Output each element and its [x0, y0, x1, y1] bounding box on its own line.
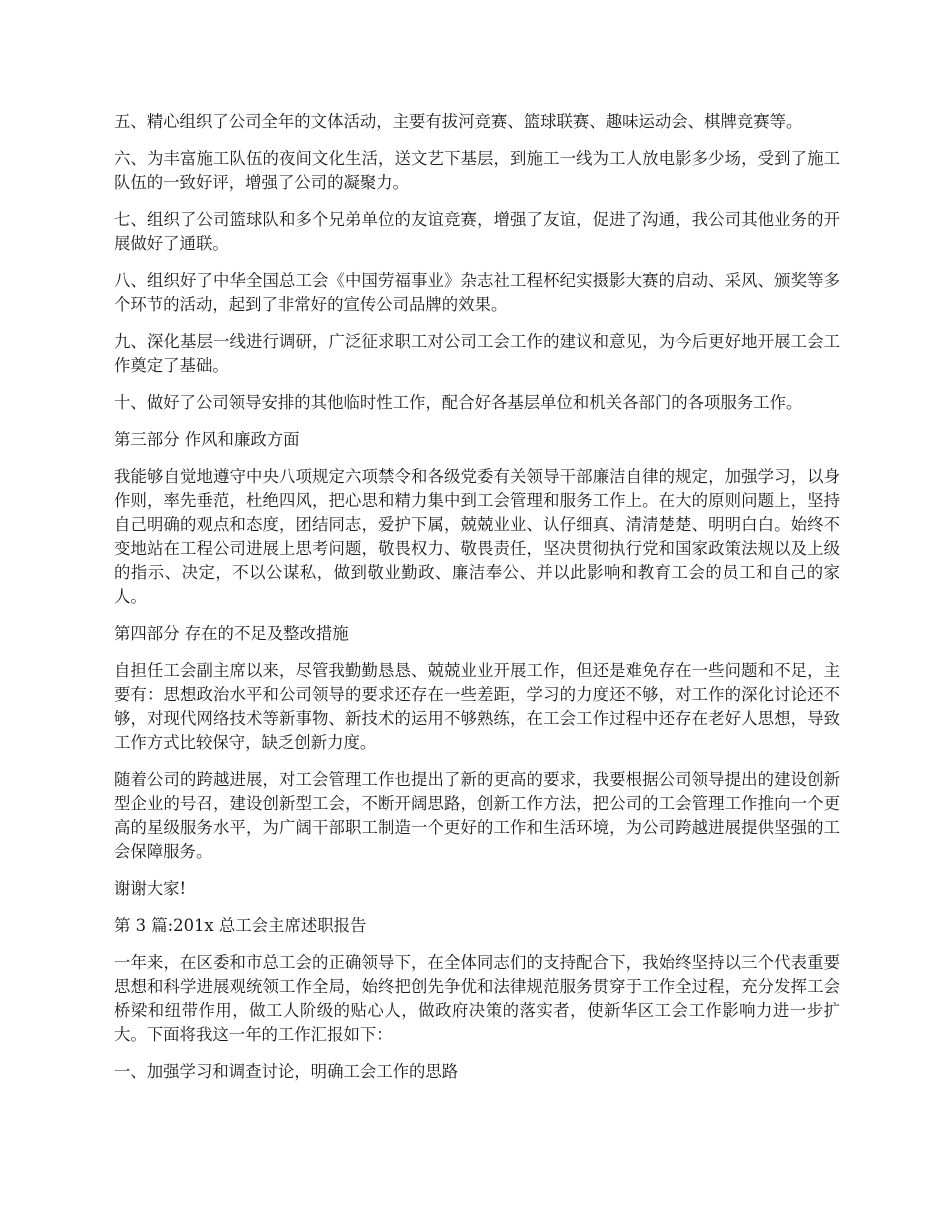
paragraph-improvement: 随着公司的跨越进展，对工会管理工作也提出了新的更高的要求，我要根据公司领导提出的建设创新型企业的号召，建设创新型工会，不断开阔思路，创新工作方法，把公司的工会管理工作推向一个更高的星级服务水平，为广阔干部职工制造一个更好的工作和生活环境，为公司跨越进展提供坚强的工会保障服务。: [114, 770, 840, 861]
paragraph-item-8: 八、组织好了中华全国总工会《中国劳福事业》杂志社工程杯纪实摄影大赛的启动、采风、颁奖等多个环节的活动，起到了非常好的宣传公司品牌的效果。: [114, 271, 840, 314]
document-page: [114, 110, 840, 1097]
paragraph-item-6: 六、为丰富施工队伍的夜间文化生活，送文艺下基层，到施工一线为工人放电影多少场，受到了施工队伍的一致好评，增强了公司的凝聚力。: [114, 149, 840, 192]
closing-thanks: 谢谢大家!: [114, 879, 187, 898]
paragraph-item-7: 七、组织了公司篮球队和多个兄弟单位的友谊竞赛，增强了友谊，促进了沟通，我公司其他业务的开展做好了通联。: [114, 210, 840, 253]
paragraph-intro: 一年来，在区委和市总工会的正确领导下，在全体同志们的支持配合下，我始终坚持以三个代表重要思想和科学进展观统领工作全局，始终把创先争优和法律规范服务贯穿于工作全过程，充分发挥工会桥梁和纽带作用，做工人阶级的贴心人，做政府决策的落实者，使新华区工会工作影响力进一步扩大。下面将我这一年的工作汇报如下：: [114, 953, 840, 1044]
article-title: 第 3 篇:201x 总工会主席述职报告: [114, 916, 367, 935]
paragraph-item-9: 九、深化基层一线进行调研，广泛征求职工对公司工会工作的建议和意见，为今后更好地开展工会工作奠定了基础。: [114, 332, 840, 375]
paragraph-item-5: 五、精心组织了公司全年的文体活动，主要有拔河竞赛、篮球联赛、趣味运动会、棋牌竞赛等。: [114, 112, 803, 131]
section-heading-study: 一、加强学习和调查讨论，明确工会工作的思路: [114, 1062, 459, 1081]
paragraph-integrity: 我能够自觉地遵守中央八项规定六项禁令和各级党委有关领导干部廉洁自律的规定，加强学习，以身作则，率先垂范，杜绝四风，把心思和精力集中到工会管理和服务工作上。在大的原则问题上，坚持自己明确的观点和态度，团结同志，爱护下属，兢兢业业、认仔细真、清清楚楚、明明白白。始终不变地站在工程公司进展上思考问题，敬畏权力、敬畏责任，坚决贯彻执行党和国家政策法规以及上级的指示、决定，不以公谋私，做到敬业勤政、廉洁奉公、并以此影响和教育工会的员工和自己的家人。: [114, 467, 840, 606]
section-heading-part-3: 第三部分 作风和廉政方面: [114, 430, 300, 449]
paragraph-shortcomings: 自担任工会副主席以来，尽管我勤勤恳恳、兢兢业业开展工作，但还是难免存在一些问题和不足，主要有：思想政治水平和公司领导的要求还存在一些差距，学习的力度还不够，对工作的深化讨论还不够，对现代网络技术等新事物、新技术的运用不够熟练，在工会工作过程中还存在老好人思想，导致工作方式比较保守，缺乏创新力度。: [114, 661, 840, 752]
section-heading-part-4: 第四部分 存在的不足及整改措施: [114, 624, 349, 643]
paragraph-item-10: 十、做好了公司领导安排的其他临时性工作，配合好各基层单位和机关各部门的各项服务工作。: [114, 393, 803, 412]
